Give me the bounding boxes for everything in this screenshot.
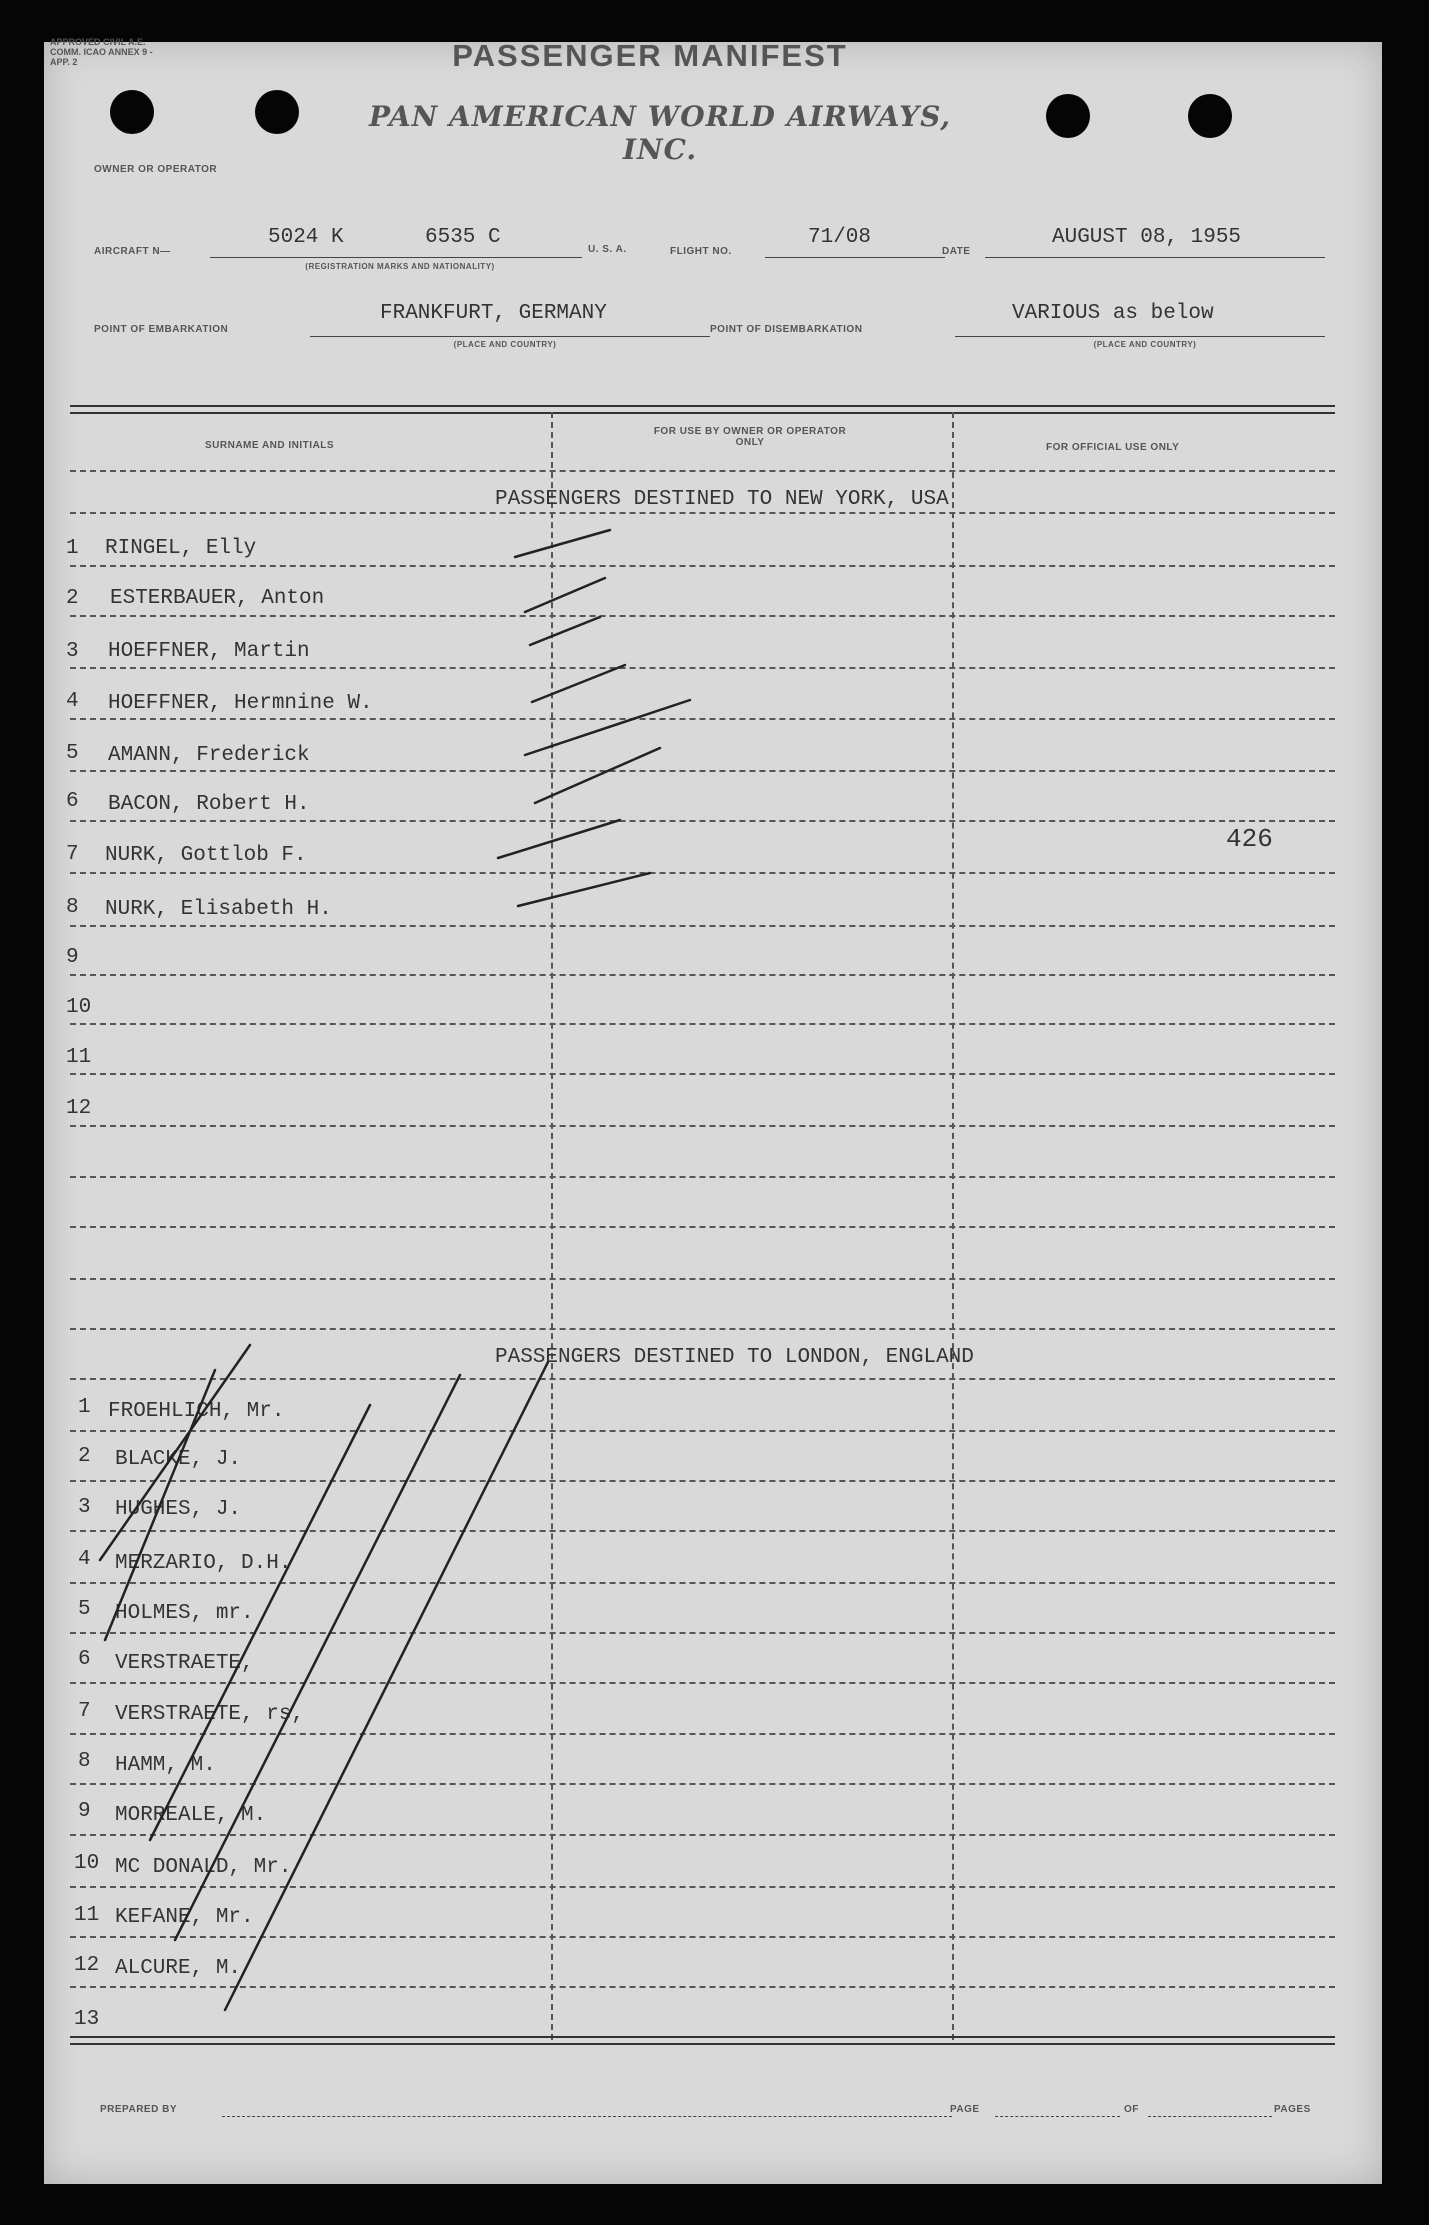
passenger-name: HOLMES, mr.	[115, 1602, 254, 1625]
passenger-name: HUGHES, J.	[115, 1498, 242, 1521]
of-label: OF	[1124, 2104, 1139, 2115]
form-title: PASSENGER MANIFEST	[452, 38, 848, 73]
row-number: 9	[66, 946, 79, 969]
row-number: 7	[66, 843, 79, 866]
passenger-name: HAMM, M.	[115, 1754, 216, 1777]
passenger-name: NURK, Elisabeth H.	[105, 898, 332, 921]
approval-note: APPROVED CIVIL A.E. COMM. ICAO ANNEX 9 - APP. 2	[50, 37, 153, 67]
column-header-owner: FOR USE BY OWNER OR OPERATOR ONLY	[653, 426, 847, 448]
date-value: AUGUST 08, 1955	[1052, 226, 1242, 249]
row-number: 10	[74, 1852, 100, 1875]
official-use-note: 426	[1226, 824, 1273, 854]
passenger-name: RINGEL, Elly	[105, 537, 257, 560]
row-number: 11	[66, 1046, 92, 1069]
passenger-name: BLACKE, J.	[115, 1448, 242, 1471]
row-number: 5	[78, 1598, 91, 1621]
passenger-name: KEFANE, Mr.	[115, 1906, 254, 1929]
passenger-name: MC DONALD, Mr.	[115, 1856, 292, 1879]
disembarkation-sublabel: (PLACE AND COUNTRY)	[1093, 340, 1197, 349]
owner-label: OWNER OR OPERATOR	[94, 164, 218, 175]
aircraft-value-2: 6535 C	[425, 226, 501, 249]
row-number: 1	[66, 537, 79, 560]
airline-name: PAN AMERICAN WORLD AIRWAYS, INC.	[368, 100, 952, 166]
row-number: 8	[78, 1750, 91, 1773]
row-number: 9	[78, 1800, 91, 1823]
passenger-name: MERZARIO, D.H.	[115, 1552, 292, 1575]
section-heading-london: PASSENGERS DESTINED TO LONDON, ENGLAND	[495, 1346, 974, 1369]
embarkation-sublabel: (PLACE AND COUNTRY)	[453, 340, 557, 349]
disembarkation-value: VARIOUS as below	[1012, 302, 1214, 325]
date-label: DATE	[942, 246, 971, 257]
passenger-name: HOEFFNER, Hermnine W.	[108, 692, 373, 715]
pages-label: PAGES	[1274, 2104, 1311, 2115]
embarkation-label: POINT OF EMBARKATION	[94, 324, 229, 335]
row-number: 7	[78, 1700, 91, 1723]
passenger-name: BACON, Robert H.	[108, 793, 310, 816]
prepared-by-label: PREPARED BY	[100, 2104, 177, 2115]
row-number: 3	[78, 1496, 91, 1519]
column-header-official: FOR OFFICIAL USE ONLY	[1046, 442, 1180, 453]
row-number: 11	[74, 1904, 100, 1927]
section-heading-new-york: PASSENGERS DESTINED TO NEW YORK, USA	[495, 488, 949, 511]
passenger-name: ESTERBAUER, Anton	[110, 587, 325, 610]
row-number: 4	[66, 690, 79, 713]
usa-label: U. S. A.	[588, 244, 627, 255]
passenger-name: VERSTRAETE,	[115, 1652, 254, 1675]
row-number: 6	[78, 1648, 91, 1671]
passenger-name: HOEFFNER, Martin	[108, 640, 310, 663]
row-number: 12	[66, 1097, 92, 1120]
column-header-surname: SURNAME AND INITIALS	[205, 440, 335, 451]
row-number: 6	[66, 790, 79, 813]
row-number: 10	[66, 996, 92, 1019]
registration-sublabel: (REGISTRATION MARKS AND NATIONALITY)	[305, 262, 495, 271]
page-label: PAGE	[950, 2104, 980, 2115]
passenger-name: FROEHLICH, Mr.	[108, 1400, 285, 1423]
row-number: 8	[66, 896, 79, 919]
row-number: 2	[66, 587, 79, 610]
disembarkation-label: POINT OF DISEMBARKATION	[710, 324, 863, 335]
row-number: 12	[74, 1954, 100, 1977]
aircraft-label: AIRCRAFT N—	[94, 246, 171, 257]
row-number: 3	[66, 640, 79, 663]
row-number: 2	[78, 1445, 91, 1468]
passenger-name: ALCURE, M.	[115, 1957, 242, 1980]
flight-value: 71/08	[808, 226, 872, 249]
passenger-name: NURK, Gottlob F.	[105, 844, 307, 867]
embarkation-value: FRANKFURT, GERMANY	[380, 302, 607, 325]
aircraft-value-1: 5024 K	[268, 226, 344, 249]
passenger-name: MORREALE, M.	[115, 1804, 267, 1827]
row-number: 13	[74, 2008, 100, 2031]
row-number: 5	[66, 742, 79, 765]
row-number: 1	[78, 1396, 91, 1419]
passenger-name: AMANN, Frederick	[108, 744, 310, 767]
flight-label: FLIGHT NO.	[670, 246, 732, 257]
row-number: 4	[78, 1548, 91, 1571]
passenger-name: VERSTRAETE, rs,	[115, 1703, 305, 1726]
